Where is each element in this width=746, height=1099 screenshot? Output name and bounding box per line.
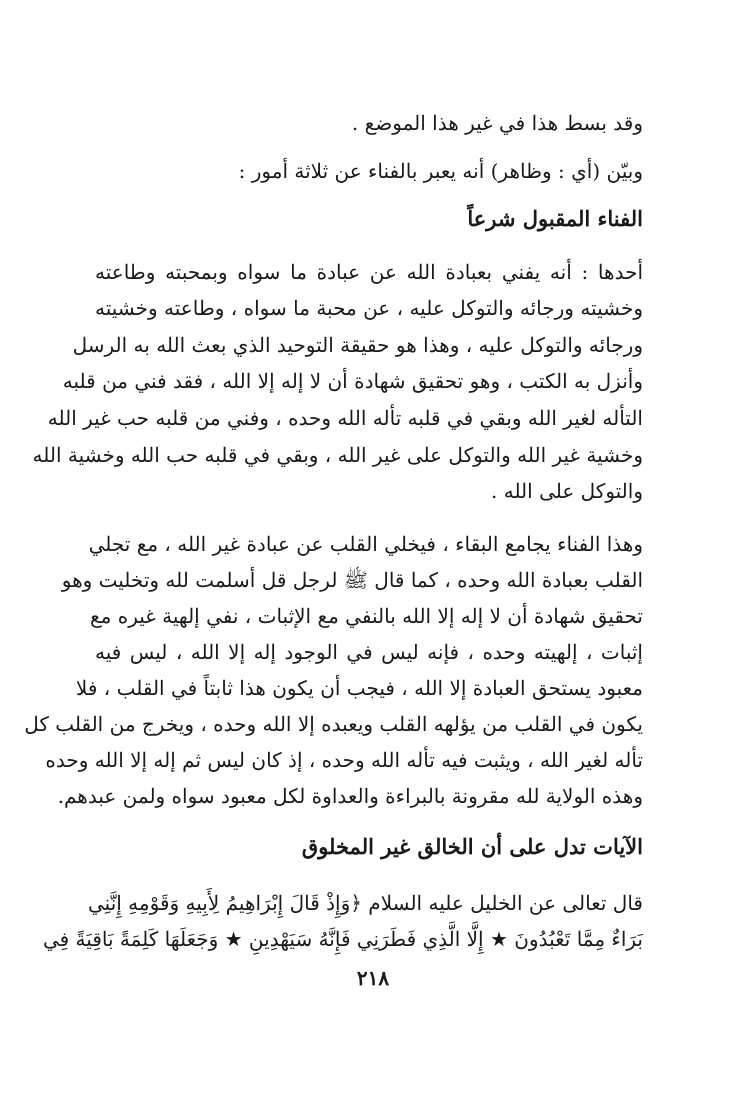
page-number: ٢١٨ — [356, 966, 390, 990]
paragraph-line: وخشيته ورجائه والتوكل عليه ، عن محبة ما سواه ، وطاعته وخشيته — [95, 296, 643, 320]
intro-line: وبيّن (أي : وظاهر) أنه يعبر بالفناء عن ثلاثة أمور : — [238, 159, 643, 183]
paragraph-line: أحدها : أنه يفني بعبادة الله عن عبادة ما سواه وبمحبته وطاعته — [95, 260, 643, 284]
paragraph-line: تحقيق شهادة أن لا إله إلا الله بالنفي مع الإثبات ، نفي إلهية غيره مع — [90, 604, 643, 628]
paragraph-line: وهذه الولاية لله مقرونة بالبراءة والعداوة لكل معبود سواه ولمن عبدهم. — [57, 784, 643, 808]
paragraph-line: يكون في القلب من يؤلهه القلب ويعبده إلا الله وحده ، ويخرج من القلب كل — [24, 712, 643, 736]
paragraph-line: التأله لغير الله وبقي في قلبه تأله الله وحده ، وفني من قلبه حب غير الله — [47, 406, 643, 430]
paragraph-line: وهذا الفناء يجامع البقاء ، فيخلي القلب عن عبادة غير الله ، مع تجلي — [88, 532, 643, 556]
section-heading: الآيات تدل على أن الخالق غير المخلوق — [301, 834, 643, 859]
paragraph-line: قال تعالى عن الخليل عليه السلام ﴿وَإِذْ قَالَ إِبْرَاهِيمُ لِأَبِيهِ وَقَوْمِهِ إِنَّنِي — [87, 891, 643, 915]
intro-line: وقد بسط هذا في غير هذا الموضع . — [351, 111, 643, 135]
paragraph-line: والتوكل على الله . — [491, 479, 643, 503]
paragraph-line: بَرَاءٌ مِمَّا تَعْبُدُونَ ★ إِلَّا الَّذِي فَطَرَنِي فَإِنَّهُ سَيَهْدِينِ ★ وَجَعَلَهَا كَلِمَةً بَاقِيَةً فِي — [42, 927, 643, 951]
paragraph-line: القلب بعبادة الله وحده ، كما قال ﷺ لرجل قل أسلمت لله وتخليت وهو — [61, 568, 643, 592]
paragraph-line: معبود يستحق العبادة إلا الله ، فيجب أن يكون هذا ثابتاً في القلب ، فلا — [75, 676, 643, 700]
paragraph-line: وخشية غير الله والتوكل على غير الله ، وبقي في قلبه حب الله وخشية الله — [32, 443, 643, 467]
paragraph-line: ورجائه والتوكل عليه ، وهذا هو حقيقة التوحيد الذي بعث الله به الرسل — [72, 333, 643, 357]
paragraph-line: وأنزل به الكتب ، وهو تحقيق شهادة أن لا إله إلا الله ، فقد فني من قلبه — [62, 369, 643, 393]
section-heading: الفناء المقبول شرعاً — [467, 206, 643, 231]
paragraph-line: تأله لغير الله ، ويثبت فيه تأله الله وحده ، إذ كان ليس ثم إله إلا الله وحده — [45, 748, 643, 772]
paragraph-line: إثبات ، إلهيته وحده ، فإنه ليس في الوجود إله إلا الله ، ليس فيه — [95, 640, 643, 664]
